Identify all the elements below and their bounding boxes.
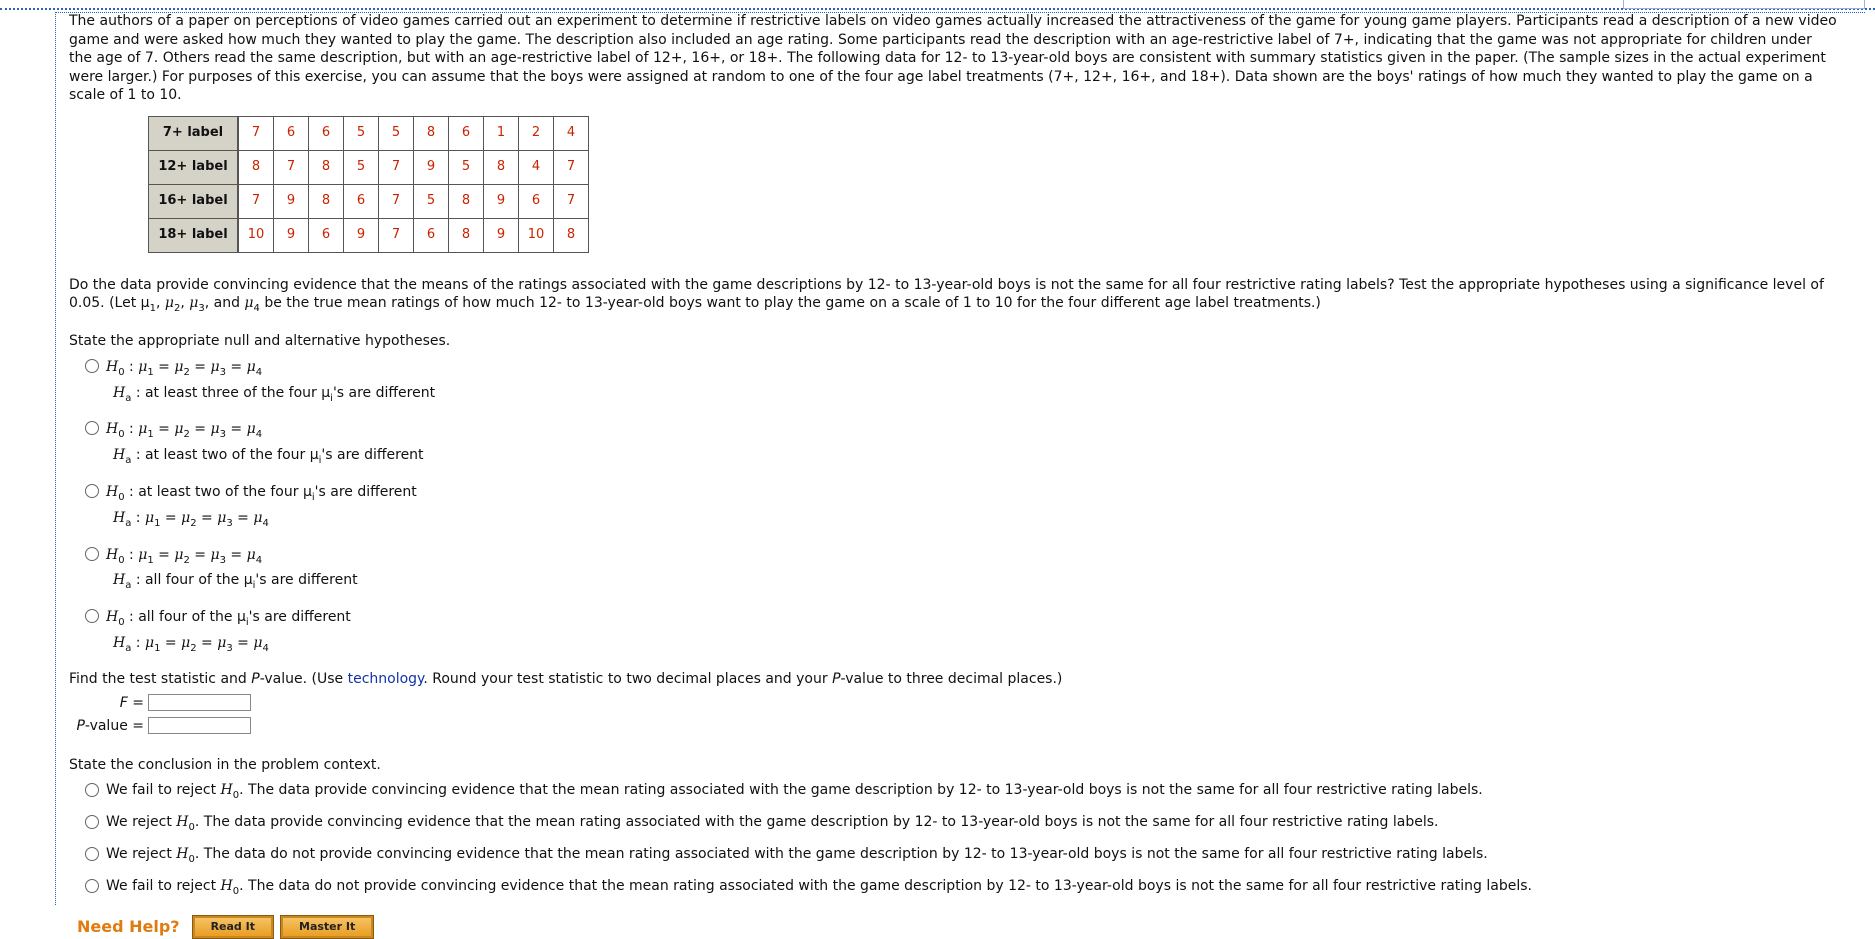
conclusion-option-3[interactable]: We reject $H_0$. The data do not provide convincing evidence that the mean rating associated with the game description by 12- to 13-year-old boys is not the same for all four restrictive rating labels. <box>85 845 1839 877</box>
rating-cell: 7 <box>238 184 274 218</box>
f-statistic-input[interactable] <box>148 694 251 711</box>
rating-cell: 6 <box>309 218 344 252</box>
rating-cell: 5 <box>344 116 379 150</box>
conclusion-options <box>85 781 1839 909</box>
rating-cell: 6 <box>414 218 449 252</box>
conclusion-option-2[interactable]: We reject $H_0$. The data provide convincing evidence that the mean rating associated with the game description by 12- to 13-year-old boys is not the same for all four restrictive rating labels. <box>85 813 1839 845</box>
ratings-table <box>148 116 589 253</box>
rating-cell: 4 <box>554 116 589 150</box>
rating-cell: 6 <box>274 116 309 150</box>
radio-button[interactable] <box>85 421 99 435</box>
rating-cell: 6 <box>309 116 344 150</box>
conclusion-option-1[interactable]: We fail to reject $H_0$. The data provide convincing evidence that the mean rating associated with the game description by 12- to 13-year-old boys is not the same for all four restrictive rating labels. <box>85 781 1839 813</box>
radio-button[interactable] <box>85 815 99 829</box>
rating-cell: 6 <box>519 184 554 218</box>
rating-cell: 8 <box>484 150 519 184</box>
rating-cell: 6 <box>344 184 379 218</box>
question-content <box>69 12 1839 939</box>
radio-button[interactable] <box>85 783 99 797</box>
rating-cell: 8 <box>238 150 274 184</box>
radio-button[interactable] <box>85 879 99 893</box>
radio-button[interactable] <box>85 484 99 498</box>
f-statistic-row <box>69 691 1839 714</box>
rating-cell: 8 <box>309 150 344 184</box>
rating-cell: 8 <box>309 184 344 218</box>
rating-cell: 7 <box>379 184 414 218</box>
hypothesis-option-3[interactable]: $H_0$ : at least two of the four $\mu_i's$ are different $H_a$ : $\mu_1 = \mu_2 = \mu_3 = \mu_4$ <box>85 482 1839 534</box>
rating-cell: 1 <box>484 116 519 150</box>
p-value-input[interactable] <box>148 717 251 734</box>
technology-link[interactable]: technology <box>347 670 424 687</box>
rating-cell: 5 <box>414 184 449 218</box>
hypothesis-option-4[interactable]: $H_0$ : $\mu_1 = \mu_2 = \mu_3 = \mu_4$ $H_a$ : all four of the $\mu_i's$ are different <box>85 545 1839 597</box>
table-row <box>149 116 589 150</box>
rating-cell: 8 <box>449 218 484 252</box>
rating-cell: 5 <box>344 150 379 184</box>
radio-button[interactable] <box>85 359 99 373</box>
rating-cell: 10 <box>519 218 554 252</box>
radio-button[interactable] <box>85 547 99 561</box>
radio-button[interactable] <box>85 847 99 861</box>
rating-cell: 8 <box>414 116 449 150</box>
rating-cell: 2 <box>519 116 554 150</box>
rating-cell: 9 <box>344 218 379 252</box>
rating-cell: 9 <box>414 150 449 184</box>
rating-cell: 9 <box>484 218 519 252</box>
hypothesis-option-2[interactable]: $H_0$ : $\mu_1 = \mu_2 = \mu_3 = \mu_4$ $H_a$ : at least two of the four $\mu_i's$ are different <box>85 419 1839 471</box>
find-instructions: Find the test statistic and P-value. (Use technology. Round your test statistic to two decimal places and your P-value to three decimal places.) <box>69 670 1063 687</box>
read-it-button[interactable]: Read It <box>192 915 274 939</box>
rating-cell: 9 <box>484 184 519 218</box>
rating-cell: 9 <box>274 218 309 252</box>
help-bar <box>77 915 1839 939</box>
rating-cell: 10 <box>238 218 274 252</box>
conclusion-label: State the conclusion in the problem context. <box>69 757 381 774</box>
hypothesis-option-1[interactable]: $H_0$ : $\mu_1 = \mu_2 = \mu_3 = \mu_4$ $H_a$ : at least three of the four $\mu_i's$ are different <box>85 357 1839 409</box>
rating-cell: 6 <box>449 116 484 150</box>
row-label: 18+ label <box>149 218 239 252</box>
question-text: Do the data provide convincing evidence that the means of the ratings associated with the game descriptions by 12- to 13-year-old boys is not the same for all four restrictive rating labels? Test the appropriate hypotheses using a significance level of 0.05. (Let $\mu_1$, $\mu_2$, $\mu_3$, and $\mu_4$ be the true mean ratings of how much 12- to 13-year-old boys want to play the game on a scale of 1 to 10 for the four different age label treatments.) <box>69 276 1824 314</box>
table-row <box>149 150 589 184</box>
need-help-label: Need Help? <box>77 916 180 936</box>
rating-cell: 7 <box>554 150 589 184</box>
table-row <box>149 218 589 252</box>
row-label: 7+ label <box>149 116 239 150</box>
rating-cell: 8 <box>449 184 484 218</box>
master-it-button[interactable]: Master It <box>280 915 374 939</box>
row-label: 16+ label <box>149 184 239 218</box>
rating-cell: 9 <box>274 184 309 218</box>
rating-cell: 5 <box>449 150 484 184</box>
rating-cell: 4 <box>519 150 554 184</box>
hypotheses-options <box>85 357 1839 659</box>
row-label: 12+ label <box>149 150 239 184</box>
rating-cell: 7 <box>238 116 274 150</box>
rating-cell: 7 <box>379 218 414 252</box>
f-label: F = <box>119 694 144 711</box>
rating-cell: 5 <box>379 116 414 150</box>
top-dotted-border <box>0 8 1875 10</box>
rating-cell: 8 <box>554 218 589 252</box>
table-row <box>149 184 589 218</box>
p-value-row: P-value = <box>69 714 1839 737</box>
problem-intro: The authors of a paper on perceptions of video games carried out an experiment to determine if restrictive labels on video games actually increased the attractiveness of the game for young game players. Participants read a description of a new video game and were asked how much they wanted to play the game. The description also included an age rating. Some participants read the description with an age-restrictive label of 7+, indicating that the game was not appropriate for children under the age of 7. Others read the same description, but with an age-restrictive label of 12+, 16+, or 18+. The following data for 12- to 13-year-old boys are consistent with summary statistics given in the paper. (The sample sizes in the actual experiment were larger.) For purposes of this exercise, you can assume that the boys were assigned at random to one of the four age label treatments (7+, 12+, 16+, and 18+). Data shown are the boys' ratings of how much they wanted to play the game on a scale of 1 to 10. <box>69 13 1837 103</box>
rating-cell: 7 <box>554 184 589 218</box>
rating-cell: 7 <box>379 150 414 184</box>
hypotheses-label: State the appropriate null and alternative hypotheses. <box>69 333 451 350</box>
hypothesis-option-5[interactable]: $H_0$ : all four of the $\mu_i's$ are different $H_a$ : $\mu_1 = \mu_2 = \mu_3 = \mu_4$ <box>85 607 1839 659</box>
p-value-label: -value = <box>84 717 144 734</box>
top-toolbar-box <box>1623 0 1865 9</box>
radio-button[interactable] <box>85 609 99 623</box>
rating-cell: 7 <box>274 150 309 184</box>
conclusion-option-4[interactable]: We fail to reject $H_0$. The data do not provide convincing evidence that the mean rating associated with the game description by 12- to 13-year-old boys is not the same for all four restrictive rating labels. <box>85 877 1839 909</box>
